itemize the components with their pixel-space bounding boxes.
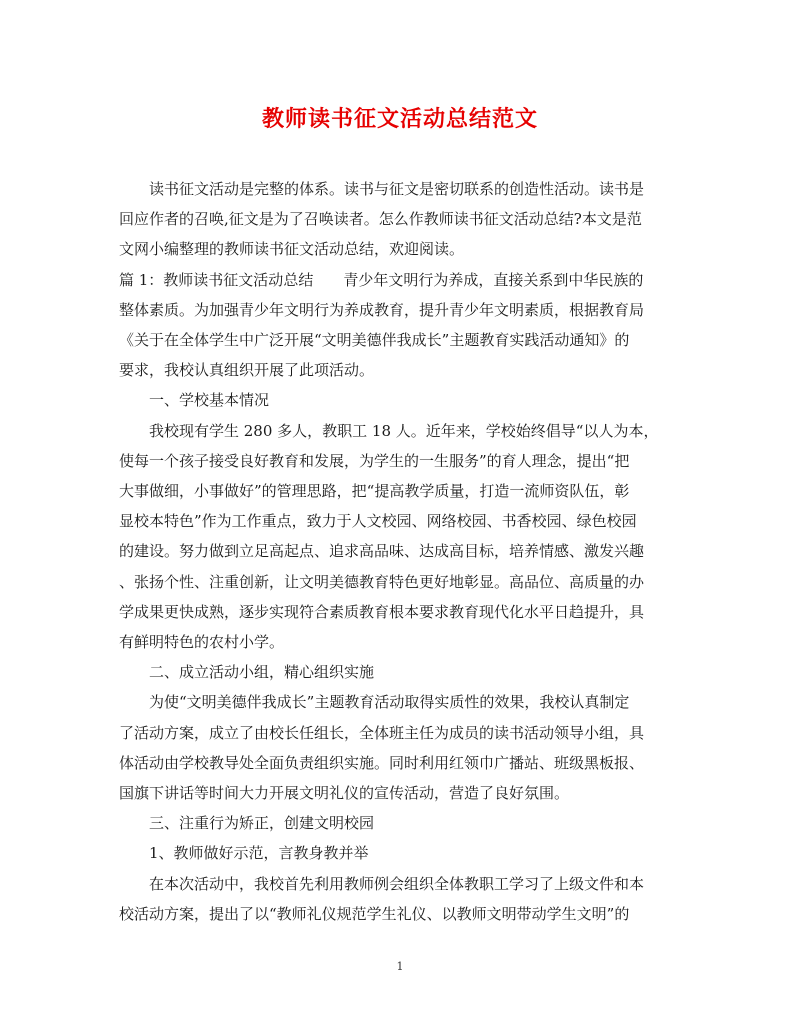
- body-line: 、张扬个性、注重创新，让文明美德教育特色更好地彰显。高品位、高质量的办: [119, 572, 645, 591]
- body-line: 读书征文活动是完整的体系。读书与征文是密切联系的创造性活动。读书是: [149, 180, 645, 198]
- body-line: 篇 1：教师读书征文活动总结 青少年文明行为养成，直接关系到中华民族的: [119, 270, 644, 289]
- body-line: 整体素质。为加强青少年文明行为养成教育，提升青少年文明素质，根据教育局: [119, 300, 645, 319]
- body-line: 校活动方案，提出了以“教师礼仪规范学生礼仪、以教师文明带动学生文明”的: [119, 904, 630, 923]
- body-line: 文网小编整理的教师读书征文活动总结，欢迎阅读。: [119, 240, 465, 259]
- body-line: 回应作者的召唤,征文是为了召唤读者。怎么作教师读书征文活动总结?本文是范: [119, 210, 642, 229]
- body-line: 《关于在全体学生中广泛开展“文明美德伴我成长”主题教育实践活动通知》的: [119, 331, 630, 350]
- document-body: [119, 174, 679, 929]
- body-line: 为使“文明美德伴我成长”主题教育活动取得实质性的效果，我校认真制定: [149, 693, 630, 712]
- document-title: 教师读书征文活动总结范文: [261, 106, 538, 132]
- page-number: 1: [396, 960, 404, 973]
- body-line: 使每一个孩子接受良好教育和发展，为学生的一生服务”的育人理念，提出“把: [119, 451, 630, 470]
- section-heading: 一、学校基本情况: [149, 391, 270, 410]
- subsection-heading: 1、教师做好示范，言教身教并举: [149, 844, 369, 863]
- body-line: 了活动方案，成立了由校长任组长，全体班主任为成员的读书活动领导小组，具: [119, 723, 645, 742]
- body-line: 我校现有学生 280 多人，教职工 18 人。近年来，学校始终倡导“以人为本，: [149, 421, 659, 440]
- section-heading: 三、注重行为矫正，创建文明校园: [149, 814, 375, 833]
- section-heading: 二、成立活动小组，精心组织实施: [149, 663, 375, 682]
- body-line: 显校本特色”作为工作重点，致力于人文校园、网络校园、书香校园、绿色校园: [119, 512, 637, 531]
- body-line: 大事做细，小事做好”的管理思路，把“提高教学质量，打造一流师资队伍，彰: [119, 482, 630, 501]
- body-line: 体活动由学校教导处全面负责组织实施。同时利用红领巾广播站、班级黑板报、: [119, 753, 645, 772]
- body-line: 国旗下讲话等时间大力开展文明礼仪的宣传活动，营造了良好氛围。: [119, 784, 570, 803]
- body-line: 有鲜明特色的农村小学。: [119, 633, 285, 652]
- body-line: 的建设。努力做到立足高起点、追求高品味、达成高目标，培养情感、激发兴趣: [119, 542, 645, 561]
- body-line: 在本次活动中，我校首先利用教师例会组织全体教职工学习了上级文件和本: [149, 874, 645, 893]
- body-line: 学成果更快成熟，逐步实现符合素质教育根本要求教育现代化水平日趋提升，具: [119, 602, 645, 621]
- body-line: 要求，我校认真组织开展了此项活动。: [119, 361, 375, 380]
